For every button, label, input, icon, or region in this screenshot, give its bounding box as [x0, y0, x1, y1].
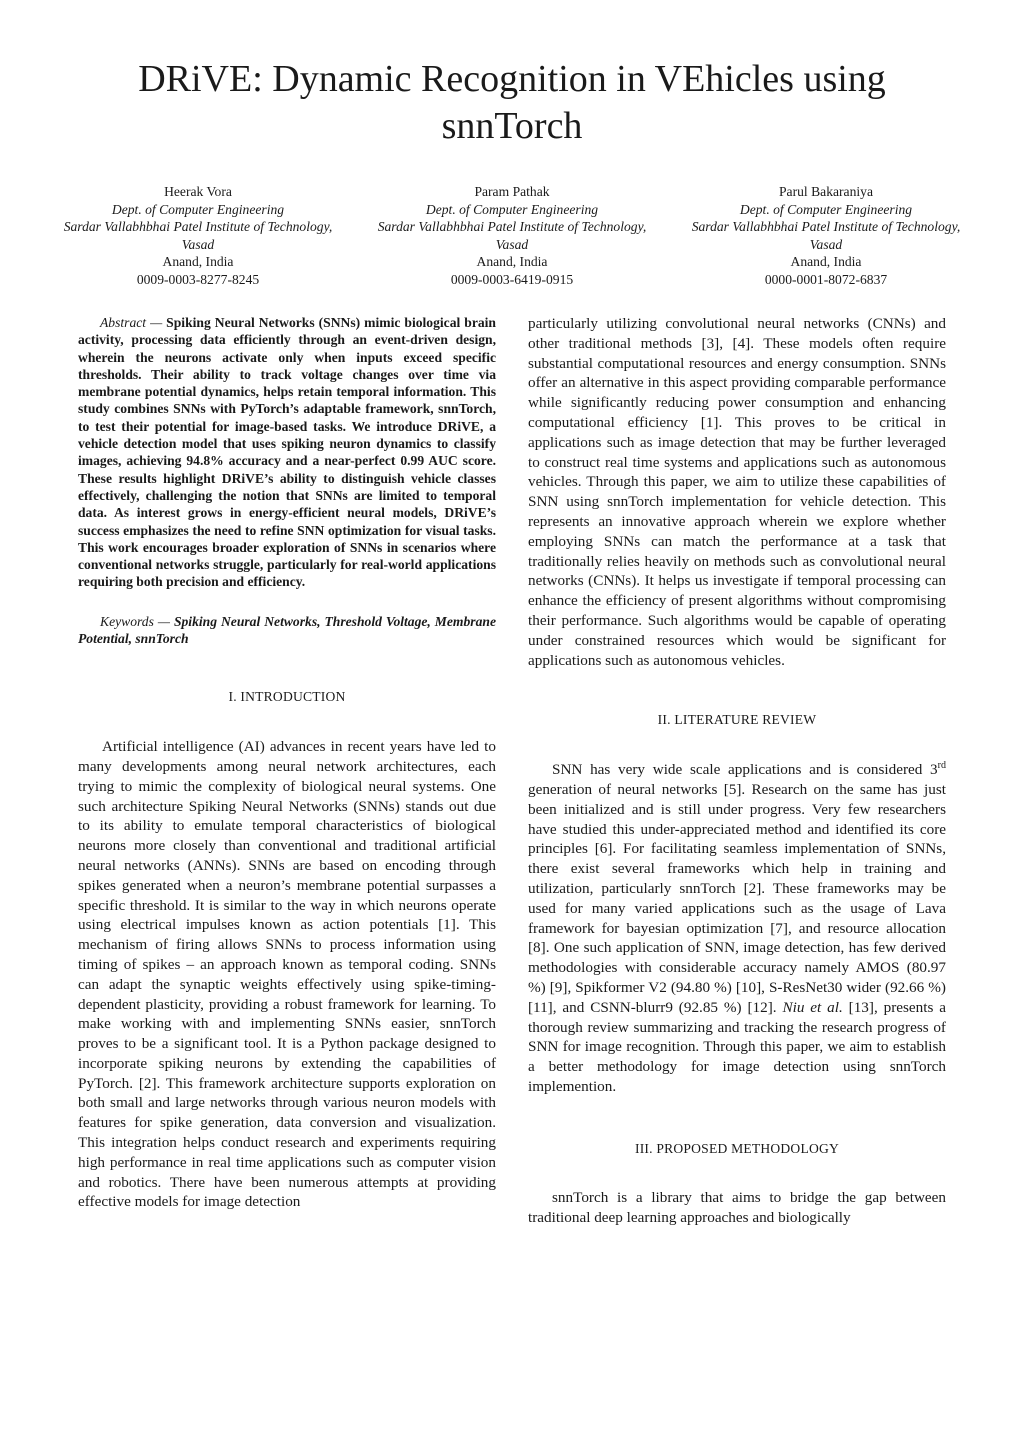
keywords [78, 613, 496, 648]
author-location: Anand, India [162, 254, 234, 270]
abstract-text: Spiking Neural Networks (SNNs) mimic biological brain activity, processing data efficiently through an event-driven design, wherein the neurons activate only when inputs exceed specific thresholds. Their ability to track voltage changes over time via membrane potential dynamics, helps retain temporal information. This study combines SNNs with PyTorch’s adaptable framework, snnTorch, to test their potential for image-based tasks. We introduce DRiVE, a vehicle detection model that uses spiking neuron dynamics to classify images, achieving 94.8% accuracy and a near-perfect 0.99 AUC score. These results highlight DRiVE’s ability to distinguish vehicle classes effectively, challenging the notion that SNNs are limited to temporal data. As interest grows in energy-efficient neural models, DRiVE’s success emphasizes the need to refine SNN optimization for visual tasks. This work encourages broader exploration of SNNs in scenarios where conventional networks struggle, particularly for real-world applications requiring both precision and efficiency. [78, 315, 496, 590]
keywords-label: Keywords [100, 613, 154, 629]
literature-paragraph [528, 760, 946, 1097]
paper-title: DRiVE: Dynamic Recognition in VEhicles using snnTorch [138, 58, 886, 147]
abstract-dash: — [150, 315, 163, 330]
introduction-continuation: particularly utilizing convolutional neural networks (CNNs) and other traditional methods [3], [4]. These models often require substantial computational resources and energy consumption. SNNs offer an alternative in this aspect providing comparable performance while significantly reducing power consumption and enhancing computational efficiency [1]. This proves to be critical in applications such as image detection that may be further leveraged to construct real time systems and applications such as autonomous vehicles. Through this paper, we aim to utilize these capabilities of SNN using snnTorch implementation for vehicle detection. This represents an innovative approach wherein we explore whether employing SNNs can match the performance at a task that traditionally relies heavily on methods such as convolutional neural networks (CNNs). It helps us investigate if temporal processing can enhance the efficiency of present algorithms without compromising their performance. Such algorithms would be capable of operating under constrained resources which would be significant for applications such as autonomous vehicles. [528, 315, 946, 669]
author-name: Param Pathak [474, 184, 550, 199]
literature-text-b: generation of neural networks [5]. Research on the same has just been initialized and is still under progress. Very few researchers have studied this under-appreciated method and identified its core principles [6]. For facilitating seamless implementation of SNNs, there exist several frameworks which help in training and utilization, particularly snnTorch [2]. These frameworks may be used for many varied applications such as the usage of Lava framework for bayesian optimization [7], and resource allocation [8]. One such application of SNN, image detection, has few derived methodologies with considerable accuracy namely AMOS (80.97 %) [9], Spikformer V2 (94.80 %) [10], S-ResNet30 wider (92.66 %) [11], and CSNN-blurr9 (92.85 %) [12]. [528, 780, 946, 1016]
author-location: Anand, India [476, 254, 548, 270]
abstract [78, 314, 496, 591]
section-numeral: I. [228, 689, 237, 705]
author-2 [362, 183, 662, 289]
section-heading-methodology [528, 1139, 946, 1159]
section-title-first: I [240, 689, 246, 705]
author-location: Anand, India [790, 254, 862, 270]
keywords-dash: — [157, 613, 170, 629]
literature-text-a: SNN has very wide scale applications and is considered 3 [552, 761, 938, 779]
section-title-rest: NTRODUCTION [245, 689, 346, 705]
right-column [528, 314, 946, 1228]
section-heading-introduction [78, 687, 496, 707]
section-heading-literature [528, 710, 946, 730]
section-title-first: P [656, 1140, 665, 1156]
author-block [48, 183, 976, 289]
section-title-rest: ROPOSED [664, 1140, 732, 1156]
author-3 [676, 183, 976, 289]
section-title-first: L [674, 712, 683, 728]
left-column [78, 314, 496, 1212]
author-institute: Sardar Vallabhbhai Patel Institute of Technology, Vasad [691, 219, 961, 252]
author-institute: Sardar Vallabhbhai Patel Institute of Technology, Vasad [63, 219, 333, 252]
author-dept: Dept. of Computer Engineering [425, 201, 599, 217]
author-dept: Dept. of Computer Engineering [739, 201, 913, 217]
author-name: Heerak Vora [164, 184, 232, 199]
keywords-text: Spiking Neural Networks, Threshold Voltage, Membrane Potential, snnTorch [78, 613, 496, 647]
introduction-paragraph: Artificial intelligence (AI) advances in recent years have led to many developments among neural network architectures, each trying to mimic the complexity of biological neural systems. One such architecture Spiking Neural Networks (SNNs) stands out due to its ability to emulate temporal characteristics of biological neurons more closely than conventional and traditional artificial neural networks (ANNs). SNNs are based on encoding through spikes generated when a neuron’s membrane potential surpasses a specific threshold. It is similar to the way in which neurons operate using electrical impulses known as action potentials [1]. This mechanism of firing allows SNNs to process information using timing of spikes – an approach known as temporal coding. SNNs can adapt the synaptic weights effectively using spike-timing-dependent plasticity, providing a robust framework for learning. To make working with and implementing SNNs easier, snnTorch proves to be a significant tool. It is a Python package designed to incorporate spiking neurons by extending the capabilities of PyTorch. [2]. This framework architecture supports exploration on both small and large networks through various neuron models with features for spike generation, data conversion and visualization. This integration helps conduct research and experiments requiring high performance in real time applications such as computer vision and robotics. There have been numerous attempts at providing effective models for image detection [78, 738, 496, 1211]
literature-text-c: [13], presents a thorough review summarizing and tracking the research progress of SNN for image recognition. Through this paper, we aim to establish a better methodology for image detection using snnTorch implemention. [528, 998, 947, 1095]
author-orcid: 0009-0003-8277-8245 [136, 271, 260, 287]
section-numeral: II. [657, 712, 671, 728]
section-numeral: III. [634, 1140, 653, 1156]
abstract-label: Abstract [100, 315, 147, 330]
author-dept: Dept. of Computer Engineering [111, 201, 285, 217]
section-title-first-2: M [731, 1140, 744, 1156]
author-orcid: 0000-0001-8072-6837 [764, 271, 888, 287]
author-institute: Sardar Vallabhbhai Patel Institute of Technology, Vasad [377, 219, 647, 252]
section-title-rest-2: ETHODOLOGY [743, 1140, 840, 1156]
literature-sup: rd [937, 760, 946, 772]
literature-citation-author: Niu et al. [782, 998, 843, 1016]
methodology-paragraph: snnTorch is a library that aims to bridge the gap between traditional deep learning approaches and biologically [528, 1189, 946, 1227]
author-1 [48, 183, 348, 289]
section-title-rest: ITERATURE REVIEW [682, 712, 817, 728]
author-name: Parul Bakaraniya [779, 184, 873, 199]
author-orcid: 0009-0003-6419-0915 [450, 271, 574, 287]
